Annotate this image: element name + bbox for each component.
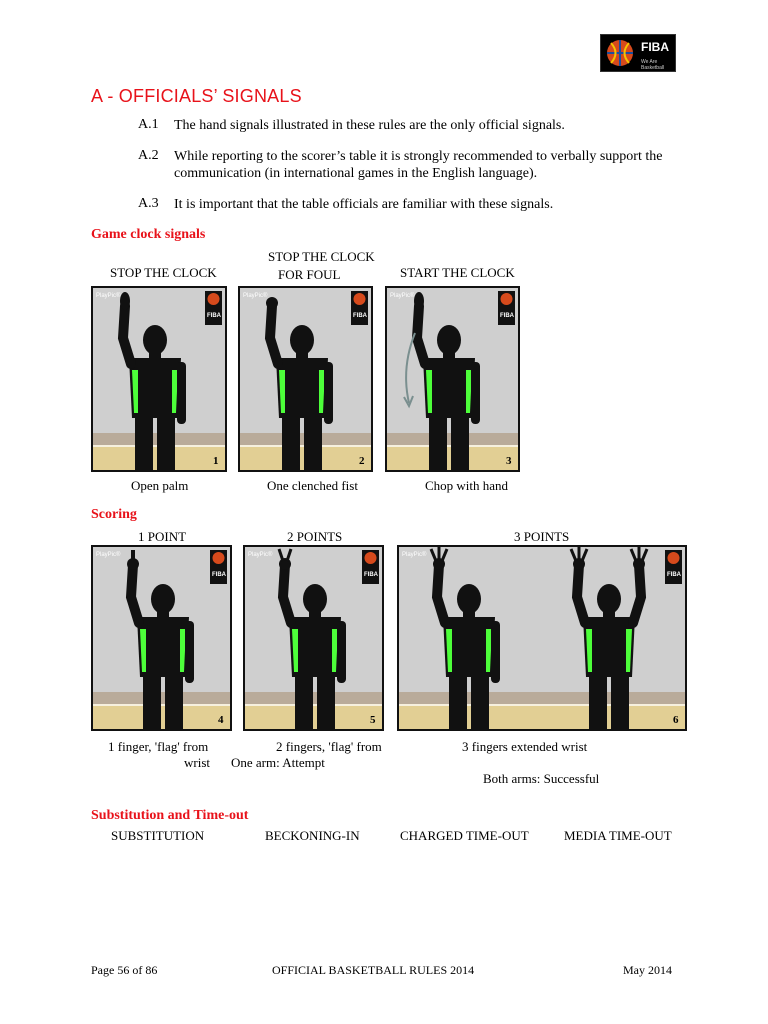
- panel-logo-text: FIBA: [212, 572, 226, 578]
- signal-illustration: [93, 547, 230, 729]
- footer-page: Page 56 of 86: [91, 963, 158, 977]
- panel-logo-text: FIBA: [500, 313, 514, 319]
- signal-title: CHARGED TIME-OUT: [400, 828, 529, 843]
- signal-illustration: [93, 288, 225, 470]
- signal-title: 1 POINT: [138, 529, 187, 544]
- signal-caption: 2 fingers, 'flag' from: [276, 739, 382, 754]
- signal-caption: One arm: Attempt: [231, 755, 325, 770]
- signal-illustration: [399, 547, 685, 729]
- signal-caption: Both arms: Successful: [483, 771, 600, 786]
- signal-panel: [243, 545, 384, 731]
- panel-number: 5: [370, 714, 376, 726]
- signal-illustration: [245, 547, 382, 729]
- page-heading: A - OFFICIALS’ SIGNALS: [91, 86, 302, 106]
- signal-title: STOP THE CLOCK: [110, 265, 217, 280]
- footer-title: OFFICIAL BASKETBALL RULES 2014: [272, 963, 475, 977]
- panel-brand: PlayPic®: [390, 293, 415, 299]
- signal-illustration: [387, 288, 518, 470]
- signal-title: 2 POINTS: [287, 529, 343, 544]
- footer-date: May 2014: [623, 963, 672, 977]
- signal-panel: [238, 286, 373, 472]
- panel-brand: PlayPic®: [96, 552, 121, 558]
- signal-title: 3 POINTS: [514, 529, 570, 544]
- panel-number: 4: [218, 714, 224, 726]
- signal-caption: wrist: [184, 755, 210, 770]
- panel-logo-text: FIBA: [353, 313, 367, 319]
- panel-brand: PlayPic®: [243, 293, 268, 299]
- panel-number: 6: [673, 714, 679, 726]
- panel-brand: PlayPic®: [402, 552, 427, 558]
- logo-text: FIBA: [641, 40, 669, 54]
- signal-caption: 3 fingers extended wrist: [462, 739, 588, 754]
- signal-caption: 1 finger, 'flag' from: [108, 739, 209, 754]
- signal-title: START THE CLOCK: [400, 265, 515, 280]
- signal-caption: One clenched fist: [267, 478, 358, 493]
- signal-title: FOR FOUL: [278, 267, 341, 282]
- section-game-clock: Game clock signals: [91, 227, 206, 242]
- basketball-icon: [605, 38, 635, 68]
- section-scoring: Scoring: [91, 507, 137, 522]
- signal-title: MEDIA TIME-OUT: [564, 828, 672, 843]
- fiba-logo: [600, 34, 676, 72]
- panel-logo-text: FIBA: [667, 572, 681, 578]
- panel-logo-text: FIBA: [364, 572, 378, 578]
- signal-caption: Chop with hand: [425, 478, 509, 493]
- signal-panel: [91, 545, 232, 731]
- signal-title: BECKONING-IN: [265, 828, 360, 843]
- signal-title: STOP THE CLOCK: [268, 249, 375, 264]
- panel-brand: PlayPic®: [248, 552, 273, 558]
- item-number: A.1: [138, 117, 159, 132]
- item-text: The hand signals illustrated in these rules are the only official signals.: [174, 118, 565, 133]
- item-text: It is important that the table officials are familiar with these signals.: [174, 197, 554, 212]
- signal-illustration: [240, 288, 371, 470]
- signal-panel: [91, 286, 227, 472]
- item-number: A.3: [138, 196, 159, 211]
- signal-panel: [397, 545, 687, 731]
- panel-number: 1: [213, 455, 219, 467]
- section-substitution: Substitution and Time-out: [91, 808, 249, 823]
- signal-caption: Open palm: [131, 478, 189, 493]
- item-number: A.2: [138, 148, 159, 163]
- signal-title: SUBSTITUTION: [111, 828, 205, 843]
- logo-tagline: We Are Basketball: [641, 59, 665, 71]
- panel-brand: PlayPic®: [96, 293, 121, 299]
- panel-number: 2: [359, 455, 365, 467]
- signal-panel: [385, 286, 520, 472]
- item-text: While reporting to the scorer’s table it is strongly recommended to verbally support the communication (in international games in the English language).: [174, 149, 663, 181]
- panel-logo-text: FIBA: [207, 313, 221, 319]
- panel-number: 3: [506, 455, 512, 467]
